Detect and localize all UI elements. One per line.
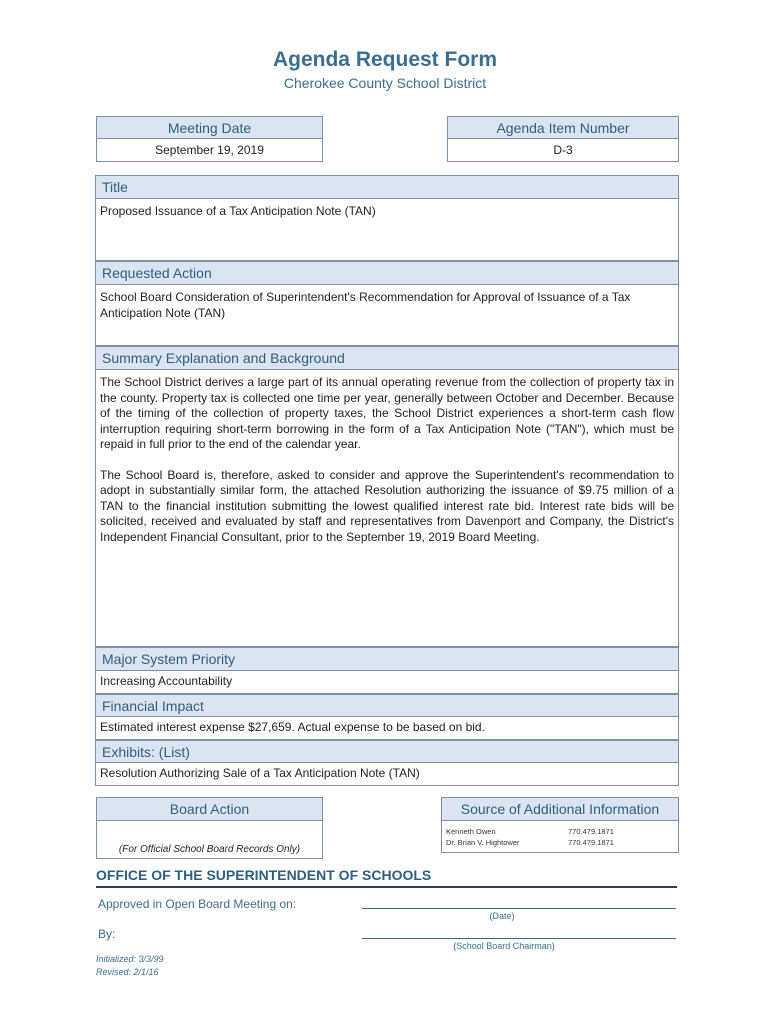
by-label: By: (98, 927, 116, 941)
office-divider (96, 886, 677, 888)
exhibits-value: Resolution Authorizing Sale of a Tax Anticipation Note (TAN) (95, 763, 679, 786)
requested-action-label: Requested Action (95, 261, 679, 285)
board-action-label: Board Action (96, 797, 323, 821)
district-name: Cherokee County School District (283, 75, 487, 91)
meeting-date-label: Meeting Date (96, 116, 323, 139)
chairman-caption: (School Board Chairman) (453, 941, 555, 951)
summary-paragraph: The School District derives a large part of its annual operating revenue from the collection of property tax in the county. Property tax is collected one time per year, generally between October and December. Because of the timing of the collection of property taxes, the School District experiences a short-term cash flow interruption requiring short-term borrowing in the form of a Tax Anticipation Note ("TAN"), which must be repaid in full prior to the end of the calendar year. (100, 375, 674, 451)
financial-value: Estimated interest expense $27,659. Actual expense to be based on bid. (95, 717, 679, 740)
form-title: Agenda Request Form (272, 48, 498, 71)
source-box (441, 821, 679, 853)
title-section-value: Proposed Issuance of a Tax Anticipation Note (TAN) (95, 199, 679, 261)
contact-name: Kenneth Owen (446, 827, 496, 836)
exhibits-label: Exhibits: (List) (95, 740, 679, 763)
chairman-signature-line[interactable] (362, 938, 676, 939)
date-caption: (Date) (489, 911, 515, 921)
initialized-date: Initialized: 3/3/99 (96, 954, 164, 964)
date-signature-line[interactable] (362, 908, 676, 909)
summary-label: Summary Explanation and Background (95, 346, 679, 370)
agenda-item-label: Agenda Item Number (447, 116, 679, 139)
meeting-date-value: September 19, 2019 (96, 139, 323, 162)
contact-phone: 770.479.1871 (568, 838, 614, 847)
financial-label: Financial Impact (95, 694, 679, 717)
requested-action-value: School Board Consideration of Superintendent's Recommendation for Approval of Issuance of a Tax Anticipation Note (TAN) (95, 285, 679, 346)
revised-date: Revised: 2/1/16 (96, 967, 159, 977)
source-label: Source of Additional Information (441, 797, 679, 821)
title-section-label: Title (95, 175, 679, 199)
board-action-note: (For Official School Board Records Only) (118, 844, 301, 855)
office-heading: OFFICE OF THE SUPERINTENDENT OF SCHOOLS (96, 867, 432, 883)
board-action-box (96, 821, 323, 859)
approved-label: Approved in Open Board Meeting on: (98, 897, 297, 911)
contact-phone: 770.479.1871 (568, 827, 614, 836)
priority-value: Increasing Accountability (95, 671, 679, 694)
summary-body (95, 370, 679, 647)
agenda-item-value: D-3 (447, 139, 679, 162)
contact-name: Dr. Brian V. Hightower (446, 838, 520, 847)
priority-label: Major System Priority (95, 647, 679, 671)
summary-paragraph: The School Board is, therefore, asked to consider and approve the Superintendent's recommendation to adopt in substantially similar form, the attached Resolution authorizing the issuance of $9.75 million of a TAN to the financial institution submitting the lowest qualified interest rate bid. Interest rate bids will be solicited, received and evaluated by staff and representatives from Davenport and Company, the District's Independent Financial Consultant, prior to the September 19, 2019 Board Meeting. (100, 467, 674, 544)
